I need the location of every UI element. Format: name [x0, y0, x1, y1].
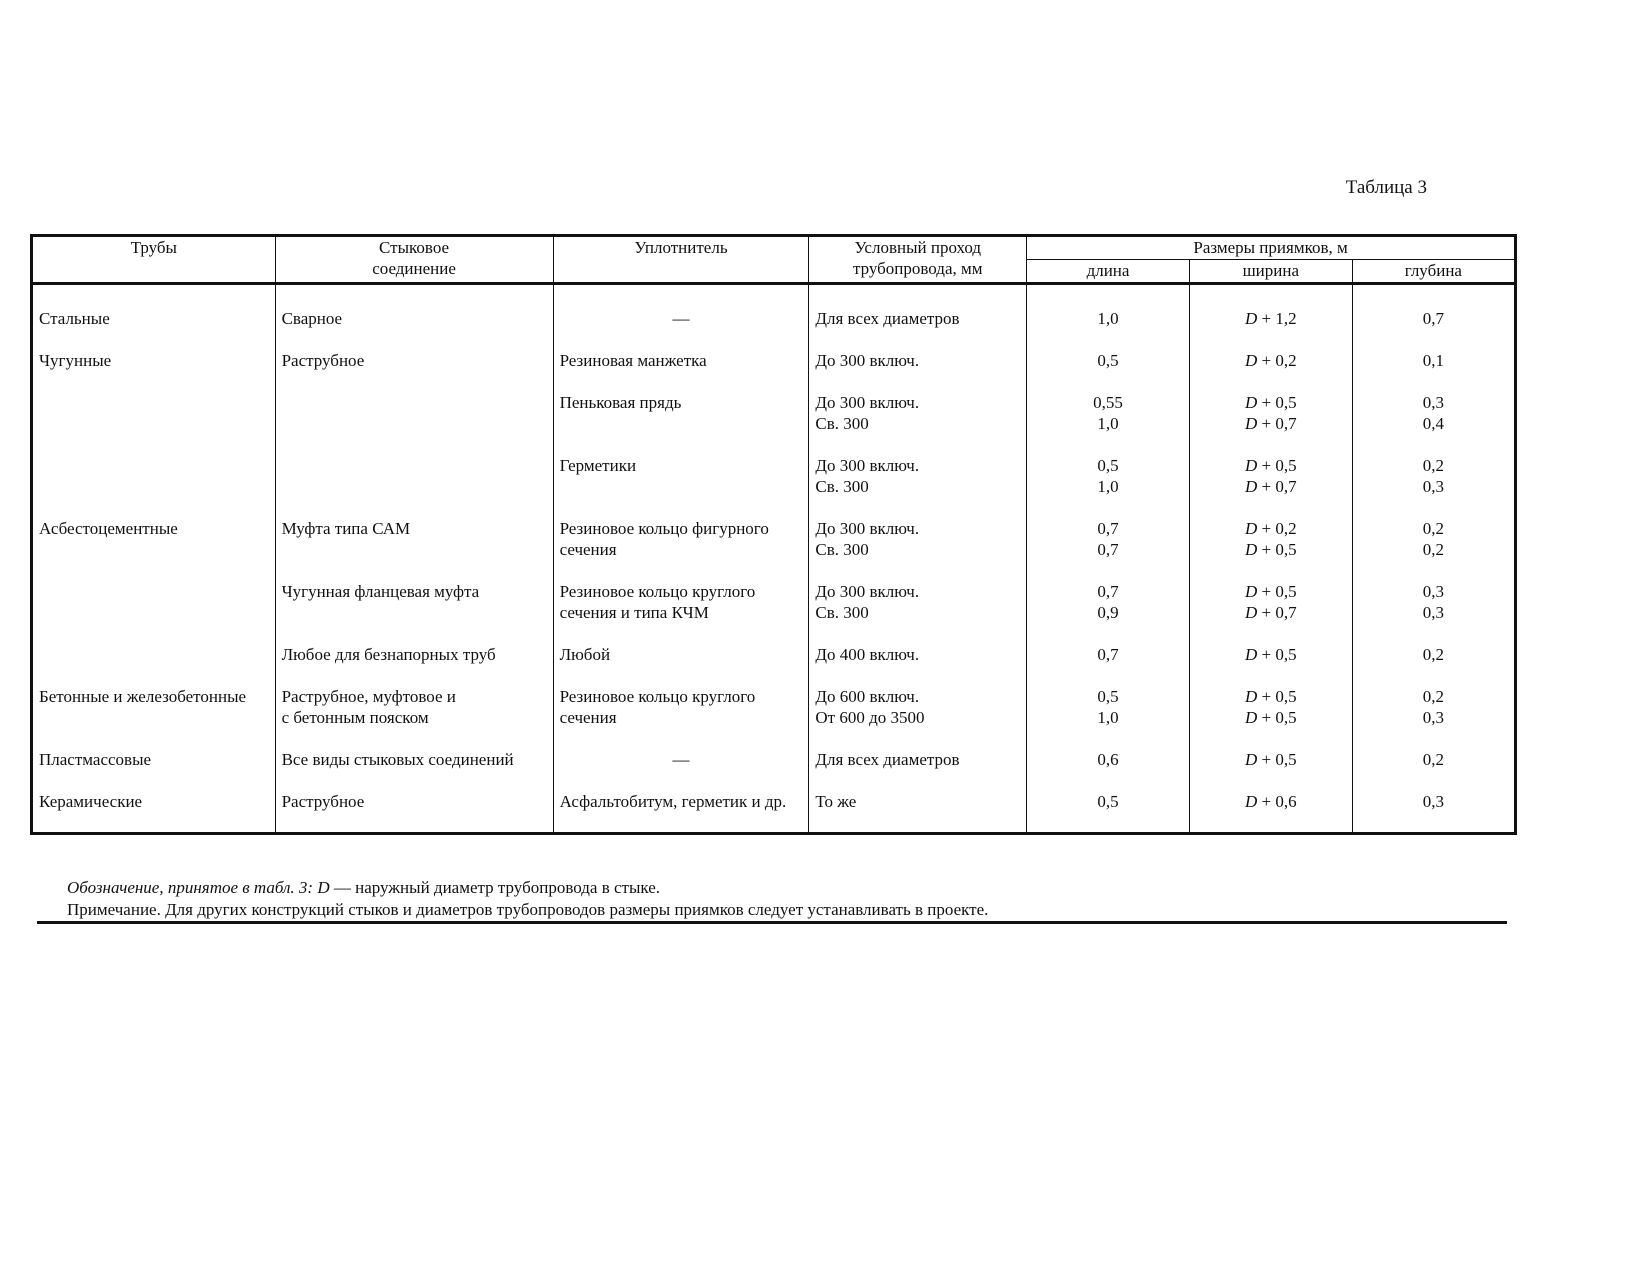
- cell-width: [1189, 497, 1352, 560]
- cell-line: 0,3: [1422, 393, 1444, 412]
- cell-sealant: [553, 560, 809, 623]
- cell-line: До 300 включ.: [815, 351, 920, 370]
- cell-length: [1027, 623, 1190, 665]
- cell-line: 0,2: [1422, 456, 1444, 475]
- cell-length: [1027, 434, 1190, 497]
- cell-bore: [809, 665, 1027, 728]
- cell-line: Муфта типа САМ: [281, 519, 411, 538]
- cell-bore: [809, 329, 1027, 371]
- table-row: [33, 434, 1514, 497]
- cell-width: [1189, 329, 1352, 371]
- cell-length: [1027, 284, 1190, 330]
- cell-line: Любой: [559, 645, 611, 664]
- cell-line: 0,5: [1097, 351, 1119, 370]
- cell-width: [1189, 434, 1352, 497]
- cell-line: с бетонным пояском: [281, 708, 429, 727]
- cell-line: D + 1,2: [1244, 309, 1297, 328]
- cell-line: До 600 включ.: [815, 687, 920, 706]
- cell-line: Герметики: [559, 456, 637, 475]
- cell-bore: [809, 770, 1027, 832]
- cell-sealant: [553, 665, 809, 728]
- cell-line: 0,2: [1422, 750, 1444, 769]
- cell-joint: [275, 371, 553, 434]
- cell-line: До 300 включ.: [815, 393, 920, 412]
- remark-note: Примечание. Для других конструкций стыков и диаметров трубопроводов размеры приямков следует устанавливать в проекте.: [67, 900, 989, 919]
- cell-bore: [809, 560, 1027, 623]
- cell-pipe: [33, 497, 275, 560]
- cell-line: Св. 300: [815, 540, 869, 559]
- cell-depth: [1352, 329, 1514, 371]
- cell-joint: [275, 728, 553, 770]
- cell-length: [1027, 371, 1190, 434]
- cell-depth: [1352, 665, 1514, 728]
- cell-width: [1189, 560, 1352, 623]
- cell-joint: [275, 497, 553, 560]
- cell-bore: [809, 434, 1027, 497]
- cell-line: 0,5: [1097, 687, 1119, 706]
- cell-line: D + 0,5: [1244, 708, 1297, 727]
- cell-line: 0,2: [1422, 645, 1444, 664]
- cell-line: Раструбное, муфтовое и: [281, 687, 456, 706]
- cell-line: Св. 300: [815, 477, 869, 496]
- cell-width: [1189, 623, 1352, 665]
- cell-line: 0,9: [1097, 603, 1119, 622]
- cell-bore: [809, 728, 1027, 770]
- table-row: [33, 497, 1514, 560]
- cell-length: [1027, 560, 1190, 623]
- cell-line: [282, 455, 547, 476]
- designation-note: Обозначение, принятое в табл. 3: D — наружный диаметр трубопровода в стыке.: [67, 878, 661, 897]
- table-row: [33, 284, 1514, 330]
- cell-sealant: [553, 371, 809, 434]
- cell-line: [282, 392, 547, 413]
- cell-line: [39, 581, 269, 602]
- cell-line: 0,3: [1422, 603, 1444, 622]
- cell-sealant: [553, 770, 809, 832]
- header-joint: Стыковое соединение: [275, 237, 553, 284]
- cell-bore: [809, 623, 1027, 665]
- cell-line: 0,3: [1422, 477, 1444, 496]
- table-notes: [67, 877, 1507, 921]
- cell-line: сечения и типа КЧМ: [559, 603, 709, 622]
- cell-line: 0,6: [1097, 750, 1119, 769]
- cell-line: D + 0,7: [1244, 477, 1297, 496]
- cell-pipe: [33, 329, 275, 371]
- cell-line: Чугунные: [39, 351, 112, 370]
- cell-line: D + 0,6: [1244, 792, 1297, 811]
- cell-line: [39, 455, 269, 476]
- cell-line: 0,7: [1097, 582, 1119, 601]
- cell-line: [39, 644, 269, 665]
- cell-line: D + 0,5: [1244, 687, 1297, 706]
- cell-line: 0,2: [1422, 519, 1444, 538]
- cell-line: D + 0,5: [1244, 393, 1297, 412]
- cell-sealant: [553, 728, 809, 770]
- pit-sizes-table: [30, 234, 1517, 835]
- cell-line: D + 0,5: [1244, 645, 1297, 664]
- cell-line: До 300 включ.: [815, 456, 920, 475]
- table-body: [33, 284, 1514, 833]
- cell-joint: [275, 434, 553, 497]
- cell-pipe: [33, 371, 275, 434]
- cell-line: То же: [815, 792, 857, 811]
- cell-line: 0,7: [1097, 519, 1119, 538]
- cell-pipe: [33, 728, 275, 770]
- cell-line: 0,1: [1422, 351, 1444, 370]
- cell-depth: [1352, 434, 1514, 497]
- cell-bore: [809, 371, 1027, 434]
- cell-depth: [1352, 371, 1514, 434]
- cell-line: —: [672, 750, 690, 769]
- cell-pipe: [33, 623, 275, 665]
- table-row: [33, 329, 1514, 371]
- cell-length: [1027, 497, 1190, 560]
- cell-width: [1189, 371, 1352, 434]
- cell-line: От 600 до 3500: [815, 708, 925, 727]
- cell-line: Сварное: [281, 309, 343, 328]
- cell-line: Св. 300: [815, 603, 869, 622]
- cell-bore: [809, 284, 1027, 330]
- cell-joint: [275, 284, 553, 330]
- cell-pipe: [33, 665, 275, 728]
- header-bore: Условный проход трубопровода, мм: [809, 237, 1027, 284]
- cell-length: [1027, 770, 1190, 832]
- cell-line: [39, 392, 269, 413]
- table-row: [33, 665, 1514, 728]
- cell-text: Асфальтобитум, герметик и др.: [559, 792, 787, 811]
- cell-line: Резиновое кольцо круглого: [559, 687, 756, 706]
- cell-sealant: [553, 497, 809, 560]
- cell-sealant: [553, 284, 809, 330]
- header-width: ширина: [1189, 260, 1352, 284]
- cell-line: 0,7: [1422, 309, 1444, 328]
- cell-line: 0,55: [1093, 393, 1123, 412]
- cell-line: 0,5: [1097, 456, 1119, 475]
- cell-width: [1189, 770, 1352, 832]
- cell-length: [1027, 665, 1190, 728]
- cell-line: 0,2: [1422, 687, 1444, 706]
- cell-line: D + 0,5: [1244, 750, 1297, 769]
- cell-line: Для всех диаметров: [815, 750, 960, 769]
- header-depth: глубина: [1352, 260, 1514, 284]
- cell-line: До 300 включ.: [815, 582, 920, 601]
- cell-line: 0,3: [1422, 708, 1444, 727]
- cell-joint: [275, 665, 553, 728]
- cell-depth: [1352, 560, 1514, 623]
- cell-pipe: [33, 284, 275, 330]
- table-caption: Таблица 3: [1345, 177, 1427, 198]
- cell-depth: [1352, 497, 1514, 560]
- cell-sealant: [553, 434, 809, 497]
- cell-line: сечения: [559, 540, 617, 559]
- cell-line: Бетонные и железобетонные: [39, 687, 247, 706]
- cell-line: 0,7: [1097, 645, 1119, 664]
- table-row: [33, 623, 1514, 665]
- cell-length: [1027, 728, 1190, 770]
- cell-depth: [1352, 770, 1514, 832]
- table-row: [33, 560, 1514, 623]
- cell-line: —: [672, 309, 690, 328]
- cell-line: 0,5: [1097, 792, 1119, 811]
- cell-line: Резиновая манжетка: [559, 351, 707, 370]
- cell-line: Для всех диаметров: [815, 309, 960, 328]
- cell-line: Резиновое кольцо круглого: [559, 582, 756, 601]
- header-length: длина: [1027, 260, 1190, 284]
- cell-depth: [1352, 623, 1514, 665]
- table-row: [33, 371, 1514, 434]
- header-pipes: Трубы: [33, 237, 275, 284]
- cell-line: 0,3: [1422, 792, 1444, 811]
- cell-line: 0,3: [1422, 582, 1444, 601]
- cell-bore: [809, 497, 1027, 560]
- cell-line: Стальные: [39, 309, 110, 328]
- cell-pipe: [33, 434, 275, 497]
- cell-line: 1,0: [1097, 309, 1119, 328]
- cell-line: Любое для безнапорных труб: [281, 645, 496, 664]
- cell-line: Пластмассовые: [39, 750, 152, 769]
- cell-line: Раструбное: [281, 792, 365, 811]
- cell-line: D + 0,2: [1244, 519, 1297, 538]
- cell-line: сечения: [559, 708, 617, 727]
- cell-line: Керамические: [39, 792, 143, 811]
- cell-joint: [275, 770, 553, 832]
- cell-line: Пеньковая прядь: [559, 393, 682, 412]
- cell-line: D + 0,5: [1244, 582, 1297, 601]
- cell-pipe: [33, 770, 275, 832]
- cell-line: 0,4: [1422, 414, 1444, 433]
- cell-line: Св. 300: [815, 414, 869, 433]
- cell-joint: [275, 329, 553, 371]
- header-sealant: Уплотнитель: [553, 237, 809, 284]
- cell-line: D + 0,5: [1244, 540, 1297, 559]
- cell-pipe: [33, 560, 275, 623]
- cell-sealant: [553, 329, 809, 371]
- cell-depth: [1352, 728, 1514, 770]
- cell-line: Резиновое кольцо фигурного: [559, 519, 769, 538]
- cell-line: D + 0,7: [1244, 603, 1297, 622]
- cell-line: Раструбное: [281, 351, 365, 370]
- cell-length: [1027, 329, 1190, 371]
- cell-line: Все виды стыковых соединений: [281, 750, 514, 769]
- cell-line: До 400 включ.: [815, 645, 920, 664]
- bottom-rule: [37, 921, 1507, 924]
- cell-line: 1,0: [1097, 708, 1119, 727]
- table-row: [33, 728, 1514, 770]
- cell-width: [1189, 665, 1352, 728]
- cell-line: Чугунная фланцевая муфта: [281, 582, 480, 601]
- cell-width: [1189, 728, 1352, 770]
- cell-joint: [275, 623, 553, 665]
- cell-line: Асбестоцементные: [39, 519, 178, 538]
- table-row: [33, 770, 1514, 832]
- cell-line: D + 0,5: [1244, 456, 1297, 475]
- cell-line: D + 0,2: [1244, 351, 1297, 370]
- cell-line: 0,2: [1422, 540, 1444, 559]
- cell-line: 1,0: [1097, 477, 1119, 496]
- cell-line: До 300 включ.: [815, 519, 920, 538]
- cell-sealant: [553, 623, 809, 665]
- cell-line: D + 0,7: [1244, 414, 1297, 433]
- cell-depth: [1352, 284, 1514, 330]
- cell-joint: [275, 560, 553, 623]
- cell-width: [1189, 284, 1352, 330]
- header-pit-sizes: Размеры приямков, м: [1027, 237, 1514, 260]
- cell-line: 1,0: [1097, 414, 1119, 433]
- cell-line: 0,7: [1097, 540, 1119, 559]
